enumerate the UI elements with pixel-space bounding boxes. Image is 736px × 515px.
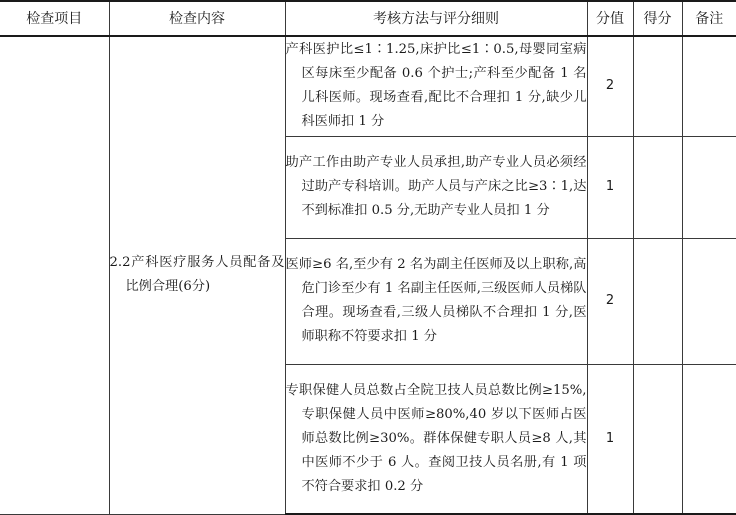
score-cell: 2: [587, 36, 633, 136]
method-text: 医师≥6 名,至少有 2 名为副主任医师及以上职称,高危门诊至少有 1 名副主任医师,三级医师人员梯队合理。现场查看,三级人员梯队不合理扣 1 分,医师职称不符要求扣 1 分: [285, 257, 587, 344]
check-content-cell: [109, 36, 285, 514]
score-cell: 1: [587, 364, 633, 514]
header-row: [0, 1, 736, 36]
header-note: 备注: [682, 1, 736, 36]
method-cell: [285, 238, 587, 364]
header-earned: 得分: [633, 1, 682, 36]
header-check-item: 检查项目: [0, 1, 109, 36]
header-method: 考核方法与评分细则: [285, 1, 587, 36]
check-item-cell: [0, 36, 109, 514]
check-content-text: 2.2产科医疗服务人员配备及比例合理(6分): [109, 255, 285, 295]
score-cell: 1: [587, 136, 633, 238]
earned-cell: [633, 136, 682, 238]
table-row: [0, 36, 736, 136]
method-text: 助产工作由助产专业人员承担,助产专业人员必须经过助产专科培训。助产人员与产床之比≥3∶1,达不到标准扣 0.5 分,无助产专业人员扣 1 分: [285, 155, 587, 218]
header-score: 分值: [587, 1, 633, 36]
earned-cell: [633, 364, 682, 514]
header-check-content: 检查内容: [109, 1, 285, 36]
method-cell: [285, 36, 587, 136]
note-cell: [682, 36, 736, 136]
note-cell: [682, 136, 736, 238]
method-cell: [285, 136, 587, 238]
earned-cell: [633, 238, 682, 364]
method-text: 产科医护比≤1∶1.25,床护比≤1∶0.5,母婴同室病区每床至少配备 0.6 个护士;产科至少配备 1 名儿科医师。现场查看,配比不合理扣 1 分,缺少儿科医师扣 1 分: [285, 42, 587, 130]
method-cell: [285, 364, 587, 514]
note-cell: [682, 364, 736, 514]
method-text: 专职保健人员总数占全院卫技人员总数比例≥15%,专职保健人员中医师≥80%,40 岁以下医师占医师总数比例≥30%。群体保健专职人员≥8 人,其中医师不少于 6 人。查阅卫技人员名册,有 1 项不符合要求扣 0.2 分: [285, 382, 587, 494]
earned-cell: [633, 36, 682, 136]
note-cell: [682, 238, 736, 364]
score-cell: 2: [587, 238, 633, 364]
